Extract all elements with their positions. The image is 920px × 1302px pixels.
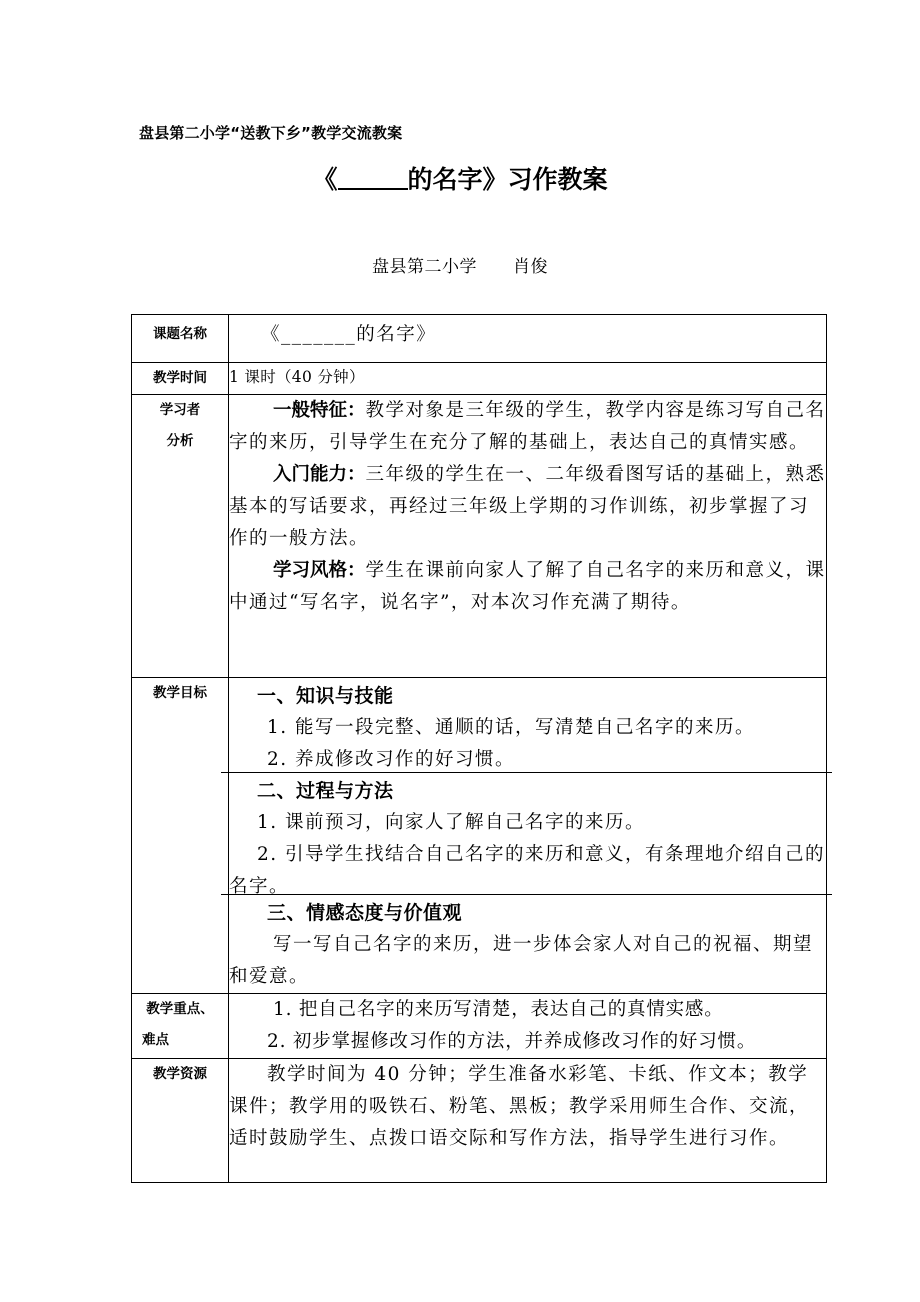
time-value: 1 课时（40 分钟） xyxy=(229,363,827,395)
main-title xyxy=(0,160,920,196)
key-item-1: 1. 把自己名字的来历写清楚，表达自己的真情实感。 xyxy=(273,999,724,1020)
learner-p3: 学习风格：学生在课前向家人了解了自己名字的来历和意义，课中通过“写名字，说名字”，对本次习作充满了期待。 xyxy=(229,560,826,613)
label-resources: 教学资源 xyxy=(132,1059,229,1183)
goals-s1-title: 一、知识与技能 xyxy=(257,685,394,707)
goals-s3-text: 写一写自己名字的来历，进一步体会家人对自己的祝福、期望和爱意。 xyxy=(229,934,814,987)
lesson-plan-table xyxy=(131,314,827,1183)
resources-paragraph: 教学时间为 40 分钟；学生准备水彩笔、卡纸、作文本；教学课件；教学用的吸铁石、粉笔、黑板；教学采用师生合作、交流，适时鼓励学生、点拨口语交际和写作方法，指导学生进行习作。 xyxy=(229,1064,810,1149)
row-resources xyxy=(132,1059,827,1183)
label-time: 教学时间 xyxy=(132,363,229,395)
goals-s1-item-1: 1. 能写一段完整、通顺的话，写清楚自己名字的来历。 xyxy=(267,717,756,738)
topic-open: 《 xyxy=(261,324,282,345)
row-topic xyxy=(132,315,827,363)
resources-text xyxy=(229,1059,827,1183)
title-blank xyxy=(338,166,408,190)
key-points xyxy=(229,994,827,1059)
topic-close: 的名字》 xyxy=(356,324,437,345)
header-line: 盘县第二小学“送教下乡”教学交流教案 xyxy=(139,124,403,142)
goals xyxy=(229,678,827,994)
label-learner-1: 学习者 xyxy=(159,402,201,418)
goals-section-1 xyxy=(229,678,826,772)
learner-p2: 入门能力：三年级的学生在一、二年级看图写话的基础上，熟悉基本的写话要求，再经过三年级上学期的习作训练，初步掌握了习作的一般方法。 xyxy=(229,464,826,549)
byline-author: 肖俊 xyxy=(513,257,548,277)
row-time xyxy=(132,363,827,395)
goals-s1-item-2: 2. 养成修改习作的好习惯。 xyxy=(267,749,516,770)
goals-section-2 xyxy=(221,772,832,897)
label-key-2: 难点 xyxy=(142,1032,169,1048)
topic-value xyxy=(229,315,827,363)
row-goals xyxy=(132,678,827,994)
key-item-2: 2. 初步掌握修改习作的方法，并养成修改习作的好习惯。 xyxy=(267,1031,757,1052)
label-learner-2: 分析 xyxy=(166,433,194,449)
title-close: 的名字》习作教案 xyxy=(407,165,608,194)
row-key xyxy=(132,994,827,1059)
label-key xyxy=(132,994,229,1059)
label-topic: 课题名称 xyxy=(132,315,229,363)
goals-s2-title: 二、过程与方法 xyxy=(257,780,394,802)
goals-s2-item-2: 2. 引导学生找结合自己名字的来历和意义，有条理地介绍自己的名字。 xyxy=(229,844,826,897)
byline xyxy=(0,252,920,277)
row-learner xyxy=(132,395,827,678)
goals-section-3 xyxy=(221,894,832,993)
label-key-1: 教学重点、 xyxy=(146,1001,214,1017)
goals-s2-item-1: 1. 课前预习，向家人了解自己名字的来历。 xyxy=(257,812,646,833)
topic-blank: _______ xyxy=(281,324,357,345)
label-learner xyxy=(132,395,229,678)
title-open: 《 xyxy=(312,165,338,194)
goals-s3-title: 三、情感态度与价值观 xyxy=(267,902,463,924)
learner-analysis xyxy=(229,395,827,678)
byline-school: 盘县第二小学 xyxy=(372,257,477,277)
label-goals: 教学目标 xyxy=(132,678,229,994)
learner-p1: 一般特征：教学对象是三年级的学生，教学内容是练习写自己名字的来历，引导学生在充分了解的基础上，表达自己的真情实感。 xyxy=(229,400,826,453)
